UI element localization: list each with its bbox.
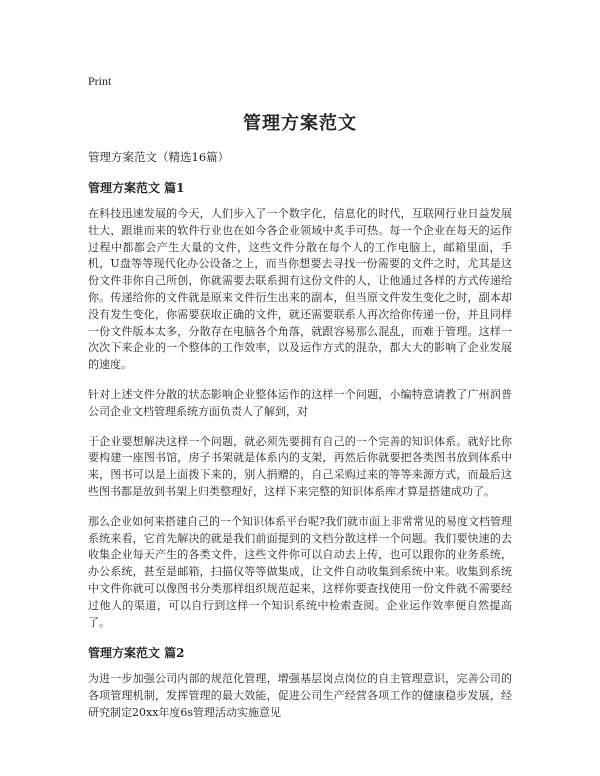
paragraph: 于企业要想解决这样一个问题，就必须先要拥有自己的一个完善的知识体系。就好比你要构建一座图书馆，房子书架就是体系内的支架，再然后你就要把各类图书放到体系中来，图书可以是上面拨下来的，别人捐赠的，自己采购过来的等等来源方式，而最后这些图书都是放到书架上归类整理好，这样下来完整的知识体系库才算是搭建成功了。 xyxy=(88,434,512,498)
paragraph: 在科技迅速发展的今天，人们步入了一个数字化，信息化的时代，互联网行业日益发展壮大，跟谁而来的软件行业也在如今各企业领域中炙手可热。每一个企业在每天的运作过程中都都会产生大量的文件，这些文件分散在每个人的工作电脑上，邮箱里面，手机，U盘等等现代化办公设备之上，而当你想要去寻找一份需要的文件之时，尤其是这份文件非你自己所创，你就需要去联系拥有这份文件的人，让他通过各样的方式传递给你。传递给你的文件就是原来文件衍生出来的副本，但当原文件发生变化之时，副本却没有发生变化，你需要获取正确的文件，就还需要联系人再次给你传递一份，并且同样一份文件版本太多，分散存在电脑各个角落，就跟容易那么混乱，而难于管理。这样一次次下来企业的一个整体的工作效率，以及运作方式的混杂，都大大的影响了企业发展的速度。 xyxy=(88,207,512,372)
print-link[interactable]: Print xyxy=(88,74,112,88)
section-heading-2: 管理方案范文 篇2 xyxy=(88,646,185,661)
paragraph: 针对上述文件分散的状态影响企业整体运作的这样一个问题，小编特意请教了广州润普公司企业文档管理系统方面负责人了解到，对 xyxy=(88,387,512,418)
document-subtitle: 管理方案范文（精选16篇） xyxy=(88,150,230,164)
paragraph: 为进一步加强公司内部的规范化管理，增强基层岗点岗位的自主管理意识，完善公司的各项管理机制，发挥管理的最大效能，促进公司生产经营各项工作的健康稳步发展，经研究制定20xx年度6s管理活动实施意见 xyxy=(88,672,512,719)
paragraph: 那么企业如何来搭建自己的一个知识体系平台呢?我们就市面上非常常见的易度文档管理系统来看，它首先解决的就是我们前面提到的文档分散这样一个问题。我们要快速的去收集企业每天产生的各类文件，这些文件你可以自动去上传，也可以跟你的业务系统，办公系统，甚至是邮箱，扫描仪等等做集成，让文件自动收集到系统中来。收集到系统中文件你就可以像图书分类那样组织规范起来，这样你要查找使用一份文件就不需要经过他人的渠道，可以自行到这样一个知识系统中检索查阅。企业运作效率便自然提高了。 xyxy=(88,514,512,629)
document-title: 管理方案范文 xyxy=(243,113,357,134)
section-heading-1: 管理方案范文 篇1 xyxy=(88,181,185,195)
